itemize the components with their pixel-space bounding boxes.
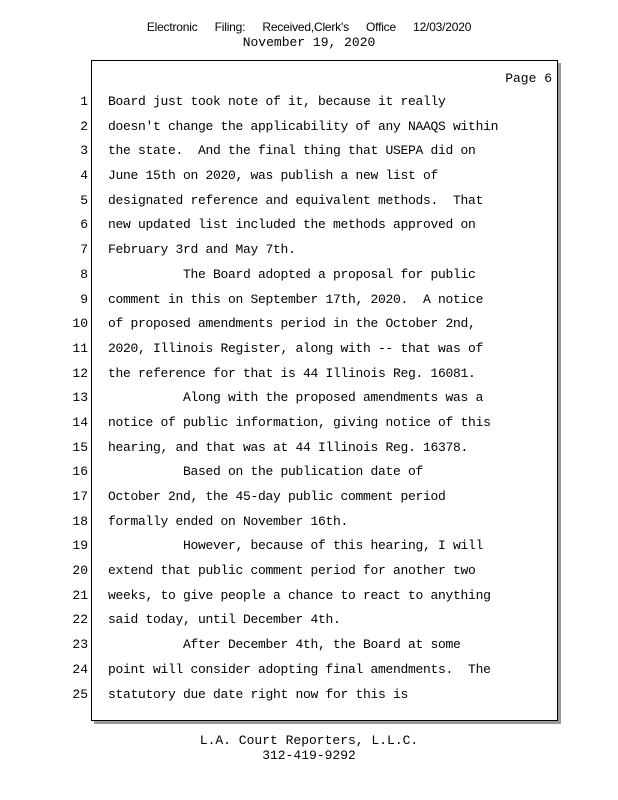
transcript-line: Along with the proposed amendments was a: [108, 390, 484, 406]
transcript-line: However, because of this hearing, I will: [108, 538, 484, 554]
electronic-filing-stamp: [0, 20, 618, 34]
line-number: 21: [72, 587, 88, 603]
line-number: 15: [72, 439, 88, 455]
transcript-text: [108, 90, 548, 707]
transcript-line: extend that public comment period for another two: [108, 563, 476, 579]
line-number: 9: [80, 291, 88, 307]
transcript-line: notice of public information, giving notice of this: [108, 414, 491, 430]
transcript-line: Based on the publication date of: [108, 464, 424, 480]
transcript-line: February 3rd and May 7th.: [108, 242, 296, 258]
transcript-line: designated reference and equivalent methods. That: [108, 192, 484, 208]
line-number: 24: [72, 661, 88, 677]
line-number: 13: [72, 390, 88, 406]
line-number: 20: [72, 563, 88, 579]
stamp-office: Office: [366, 20, 396, 34]
stamp-date: 12/03/2020: [413, 20, 472, 34]
line-number: 10: [72, 316, 88, 332]
transcript-line: After December 4th, the Board at some: [108, 637, 461, 653]
transcript-line: October 2nd, the 45-day public comment period: [108, 489, 446, 504]
court-reporter-phone: 312-419-9292: [262, 748, 356, 763]
transcript-line: doesn't change the applicability of any NAAQS within: [108, 118, 499, 134]
line-number: 3: [80, 143, 88, 159]
court-reporter-name: L.A. Court Reporters, L.L.C.: [199, 733, 419, 748]
transcript-line: formally ended on November 16th.: [108, 513, 349, 529]
line-number: 1: [80, 94, 88, 109]
line-number: 17: [72, 489, 88, 504]
line-number: 8: [80, 266, 88, 282]
line-number: 4: [80, 168, 88, 184]
line-number: 5: [80, 192, 88, 208]
line-number-column: [60, 90, 88, 707]
line-number: 7: [80, 242, 88, 258]
transcript-line: comment in this on September 17th, 2020. A notice: [108, 291, 484, 307]
stamp-received: Received,Clerk's: [262, 20, 349, 34]
stamp-filing: Filing:: [214, 20, 246, 34]
stamp-electronic: Electronic: [146, 20, 198, 34]
line-number: 14: [72, 414, 88, 430]
page-number: Page 6: [505, 71, 552, 86]
line-number: 19: [72, 538, 88, 554]
transcript-line: Board just took note of it, because it really: [108, 94, 446, 109]
line-number: 18: [72, 513, 88, 529]
hearing-date: November 19, 2020: [242, 35, 376, 50]
line-number: 11: [72, 340, 88, 356]
transcript-line: the state. And the final thing that USEPA did on: [108, 143, 476, 159]
line-number: 22: [72, 612, 88, 628]
transcript-line: June 15th on 2020, was publish a new list of: [108, 168, 439, 184]
transcript-line: point will consider adopting final amendments. The: [108, 661, 491, 677]
line-number: 6: [80, 217, 88, 233]
transcript-line: of proposed amendments period in the October 2nd,: [108, 316, 476, 332]
transcript-line: the reference for that is 44 Illinois Reg. 16081.: [108, 365, 476, 381]
line-number: 2: [80, 118, 88, 134]
line-number: 25: [72, 686, 88, 702]
transcript-line: hearing, and that was at 44 Illinois Reg. 16378.: [108, 439, 469, 455]
transcript-line: The Board adopted a proposal for public: [108, 266, 476, 282]
transcript-line: 2020, Illinois Register, along with -- that was of: [108, 340, 484, 356]
transcript-line: weeks, to give people a chance to react to anything: [108, 587, 491, 603]
transcript-line: new updated list included the methods approved on: [108, 217, 476, 233]
transcript-line: said today, until December 4th.: [108, 612, 341, 628]
line-number: 23: [72, 637, 88, 653]
transcript-line: statutory due date right now for this is: [108, 686, 409, 702]
line-number: 16: [72, 464, 88, 480]
line-number: 12: [72, 365, 88, 381]
